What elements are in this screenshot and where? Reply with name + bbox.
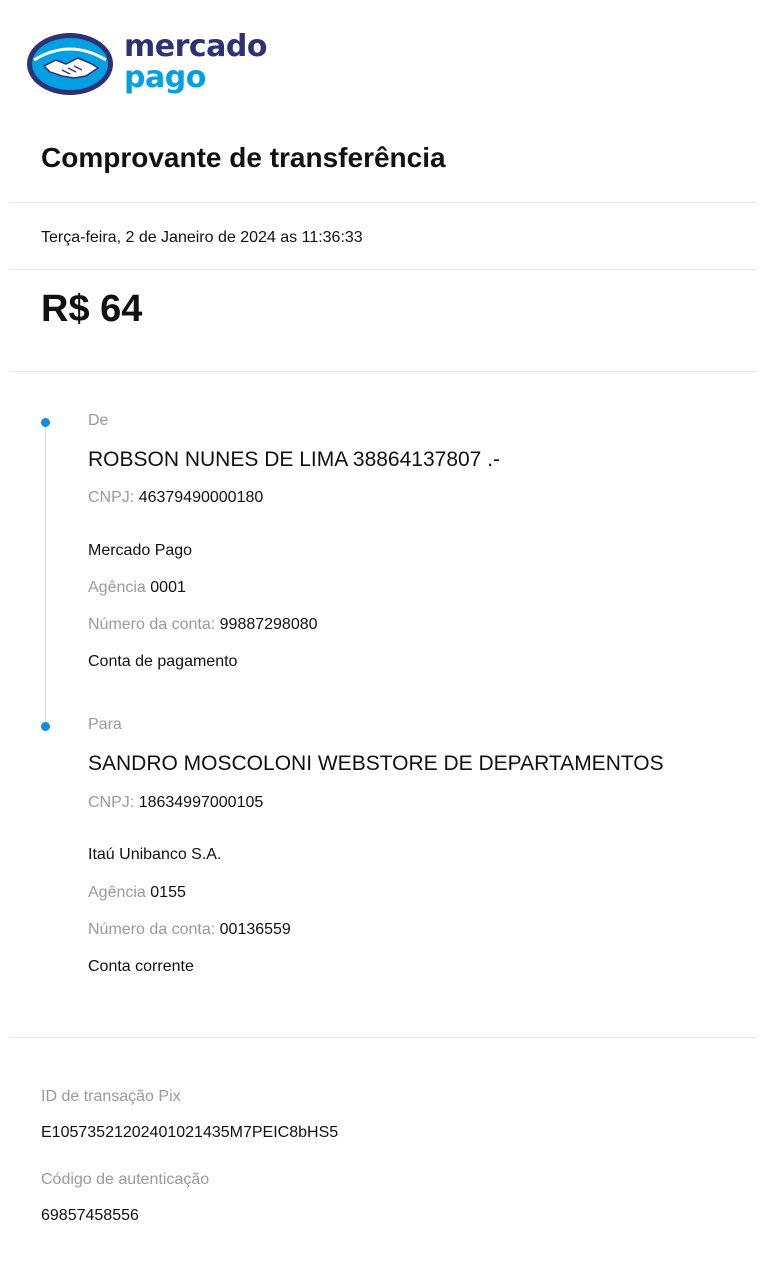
to-cnpj-label: CNPJ:	[88, 794, 135, 811]
to-account-value: 00136559	[219, 921, 291, 938]
from-account-type: Conta de pagamento	[88, 653, 238, 670]
to-agency-value: 0155	[150, 884, 186, 901]
to-agency-row	[88, 884, 186, 902]
pix-id-label: ID de transação Pix	[41, 1088, 181, 1105]
from-name: ROBSON NUNES DE LIMA 38864137807 .-	[88, 448, 501, 471]
to-section-label: Para	[88, 716, 122, 733]
timeline-line	[45, 422, 46, 726]
mercado-pago-logo	[26, 30, 266, 102]
auth-code-value: 69857458556	[41, 1207, 139, 1224]
brand-wordmark	[124, 29, 268, 95]
divider	[10, 371, 757, 372]
to-account-row	[88, 921, 291, 939]
to-bank: Itaú Unibanco S.A.	[88, 846, 222, 863]
to-account-type: Conta corrente	[88, 958, 194, 975]
from-bank: Mercado Pago	[88, 542, 193, 559]
transfer-date: Terça-feira, 2 de Janeiro de 2024 as 11:36:33	[41, 229, 363, 246]
auth-code-label: Código de autenticação	[41, 1171, 210, 1188]
from-cnpj-value: 46379490000180	[138, 489, 264, 506]
pix-id-value: E10573521202401021435M7PEIC8bHS5	[41, 1124, 339, 1141]
timeline-dot-to	[41, 722, 50, 731]
from-account-value: 99887298080	[219, 616, 318, 633]
from-account-row	[88, 616, 318, 634]
to-agency-label: Agência	[88, 884, 146, 901]
divider	[10, 202, 757, 203]
to-name: SANDRO MOSCOLONI WEBSTORE DE DEPARTAMENTOS	[88, 752, 664, 775]
from-account-label: Número da conta:	[88, 616, 216, 633]
divider	[10, 269, 757, 270]
from-section-label: De	[88, 412, 109, 429]
divider	[10, 1037, 757, 1038]
to-cnpj-value: 18634997000105	[138, 794, 264, 811]
page-title: Comprovante de transferência	[41, 142, 446, 173]
from-agency-value: 0001	[150, 579, 186, 596]
brand-line-1: mercado	[124, 29, 268, 64]
from-agency-label: Agência	[88, 579, 146, 596]
timeline-dot-from	[41, 418, 50, 427]
to-cnpj-row	[88, 794, 263, 812]
to-account-label: Número da conta:	[88, 921, 216, 938]
handshake-icon	[26, 30, 116, 98]
from-agency-row	[88, 579, 186, 597]
from-cnpj-row	[88, 489, 263, 507]
from-cnpj-label: CNPJ:	[88, 489, 135, 506]
transfer-amount: R$ 64	[41, 288, 143, 330]
brand-line-2: pago	[124, 60, 206, 95]
